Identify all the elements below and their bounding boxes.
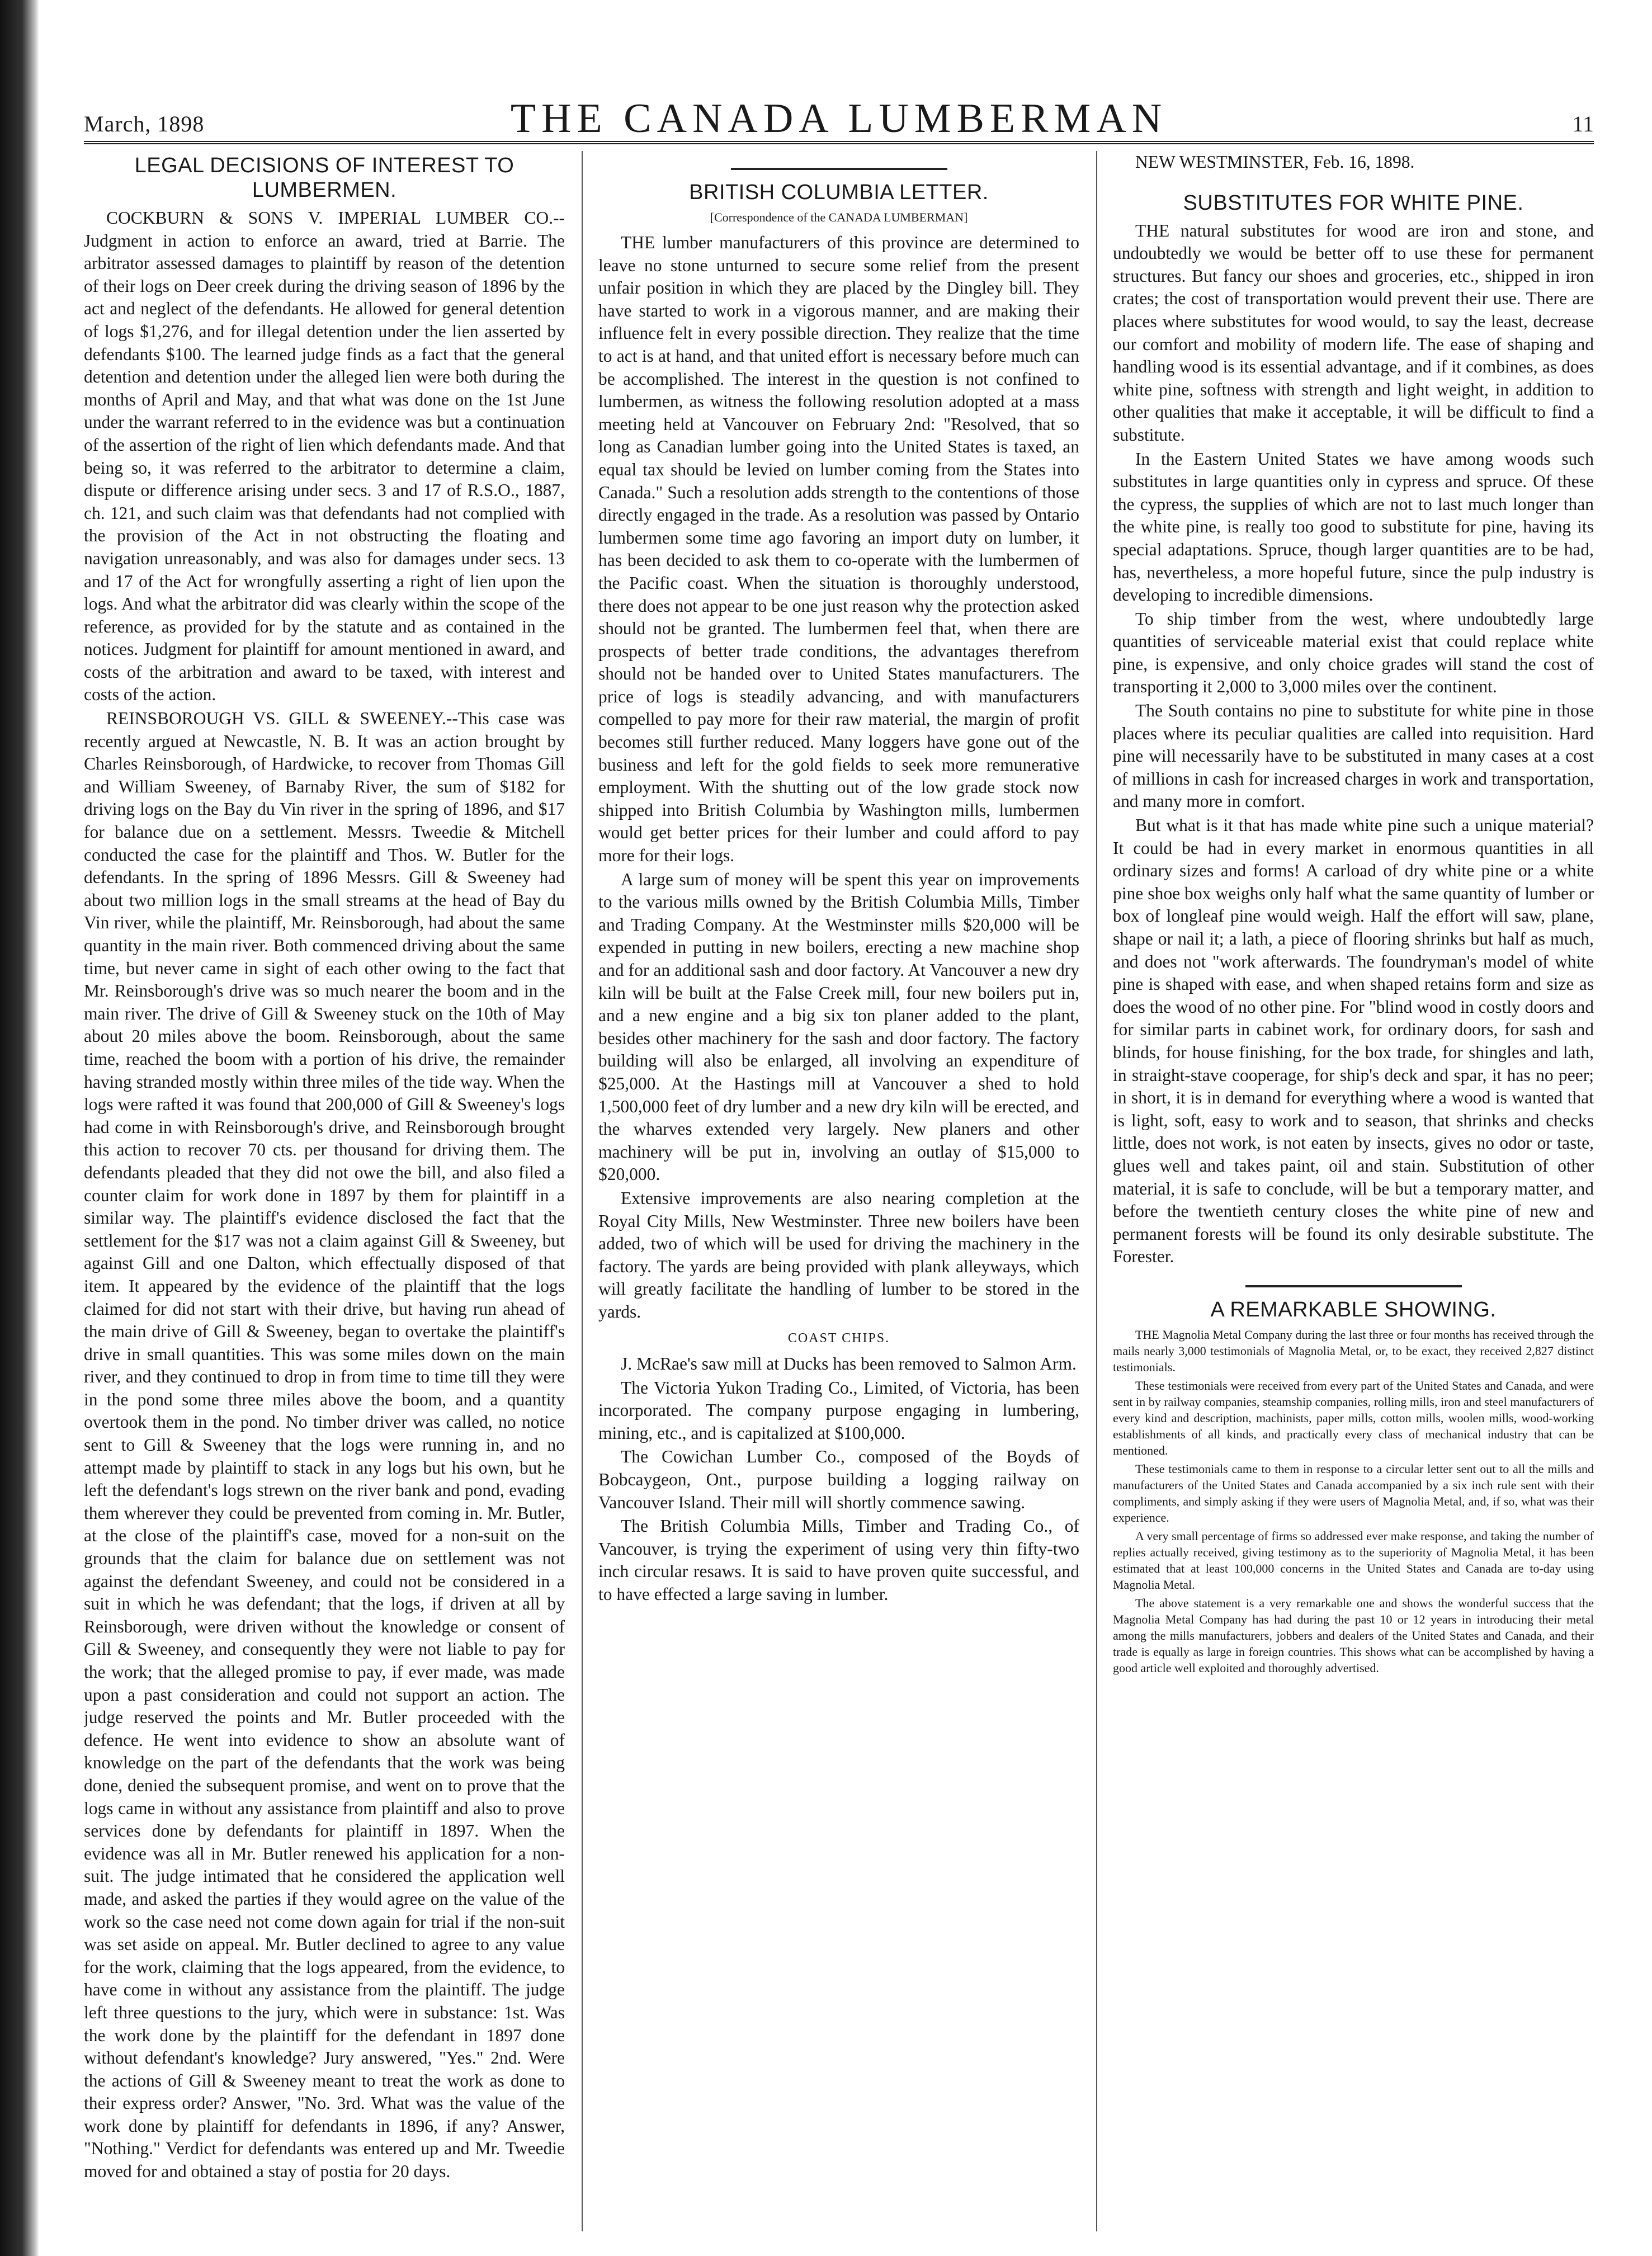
paragraph: The British Columbia Mills, Timber and Trading Co., of Vancouver, is trying the experiment of using very thin fifty-two inch circular resaws. It is said to have proven quite successful, and to have effected a large saving in lumber. — [598, 1516, 1079, 1604]
column-1 — [84, 151, 565, 2231]
subhead-coast-chips: COAST CHIPS. — [787, 1330, 890, 1346]
paragraph: COCKBURN & SONS V. IMPERIAL LUMBER CO.--Judgment in action to enforce an award, tried at Barrie. The arbitrator assessed damages to plaintiff by reason of the detention of their logs on Deer creek during the driving season of 1896 by the act and neglect of the defendants. He allowed for general detention of logs $1,276, and for illegal detention under the lien asserted by defendants $100. The learned judge finds as a fact that the general detention and detention under the alleged lien were both during the months of April and May, and that what was done on the 1st June under the warrant referred to in the evidence was but a continuation of the assertion of the right of lien which defendants made. And that being so, it was referred to the arbitrator to determine a claim, dispute or difference arising under secs. 3 and 17 of R.S.O., 1887, ch. 121, and such claim was that defendants had not complied with the provision of the Act in not obstructing the floating and navigation unreasonably, and was also for damages under secs. 13 and 17 of the Act for wrongfully asserting a right of lien upon the logs. And what the arbitrator did was clearly within the scope of the reference, as provided for by the statute and as contained in the notices. Judgment for plaintiff for amount mentioned in award, and costs of the arbitration and award to be taxed, with interest and costs of the action. — [84, 208, 565, 705]
column-rule — [1096, 151, 1097, 2231]
paragraph: These testimonials were received from every part of the United States and Canada, and were sent in by railway companies, steamship companies, rolling mills, iron and steel manufacturers of every kind and description, machinists, paper mills, cotton mills, woolen mills, wood-working establishments of all kinds, and practically every class of mechanical industry that can be mentioned. — [1113, 1378, 1594, 1457]
paragraph: The above statement is a very remarkable one and shows the wonderful success that the Magnolia Metal Company has had during the past 10 or 12 years in introducing their metal among the mills manufacturers, jobbers and dealers of the United States and Canada, and their trade is equally as large in foreign countries. This shows what can be accomplished by having a good article well exploited and thoroughly advertised. — [1113, 1596, 1594, 1675]
paragraph: THE Magnolia Metal Company during the last three or four months has received through the mails nearly 3,000 testimonials of Magnolia Metal, or, to be exact, they received 2,827 distinct testimonials. — [1113, 1327, 1594, 1374]
paragraph: The South contains no pine to substitute for white pine in those places where its peculiar qualities are called into requisition. Hard pine will necessarily have to be substituted in many cases at a cost of millions in cash for increased charges in work and transportation, and many more in comfort. — [1113, 701, 1594, 811]
article-title-legal-decisions: LEGAL DECISIONS OF INTEREST TO LUMBERMEN. — [134, 154, 515, 202]
section-divider — [1245, 1285, 1462, 1287]
paragraph: Extensive improvements are also nearing completion at the Royal City Mills, New Westminster. Three new boilers have been added, two of which will be used for driving the machinery in the factory. The yards are being provided with plank alleyways, which will greatly facilitate the handling of lumber to be stored in the yards. — [598, 1188, 1079, 1321]
small-print-block — [1113, 1327, 1594, 1676]
column-3 — [1113, 151, 1594, 2231]
column-rule — [582, 151, 583, 2231]
paragraph: A large sum of money will be spent this year on improvements to the various mills owned by the British Columbia Mills, Timber and Trading Company. At the Westminster mills $20,000 will be expended in putting in new boilers, erecting a new machine shop and for an additional sash and door factory. At Vancouver a new dry kiln will be built at the False Creek mill, four new boilers put in, and a new engine and a big six ton planer added to the plant, besides other machinery for the sash and door factory. The factory building will also be enlarged, all involving an expenditure of $25,000. At the Hastings mill at Vancouver a shed to hold 1,500,000 feet of dry lumber and a new dry kiln will be erected, and the wharves extended very largely. New planers and other machinery will be put in, involving an outlay of $15,000 to $20,000. — [598, 869, 1079, 1184]
masthead: THE CANADA LUMBERMAN — [510, 96, 1168, 141]
issue-date: March, 1898 — [84, 111, 205, 136]
article-title-substitutes-white-pine: SUBSTITUTES FOR WHITE PINE. — [1183, 191, 1524, 215]
paragraph: REINSBOROUGH VS. GILL & SWEENEY.--This case was recently argued at Newcastle, N. B. It was an action brought by Charles Reinsborough, of Hardwicke, to recover from Thomas Gill and William Sweeney, of Barnaby River, the sum of $182 for driving logs on the Bay du Vin river in the spring of 1896, and $17 for balance due on a settlement. Messrs. Tweedie & Mitchell conducted the case for the plaintiff and Thos. W. Butler for the defendants. In the spring of 1896 Messrs. Gill & Sweeney had about two million logs in the small streams at the head of Bay du Vin river, while the plaintiff, Mr. Reinsborough, had about the same quantity in the main river. Both commenced driving about the same time, but never came in sight of each other owing to the fact that Mr. Reinsborough's drive was so much nearer the boom and in the main river. The drive of Gill & Sweeney stuck on the 10th of May about 20 miles above the boom. Reinsborough, about the same time, reached the boom with a portion of his drive, the remainder having stranded mostly within three miles of the tide way. When the logs were rafted it was found that 200,000 of Gill & Sweeney's logs had come in with Reinsborough's drive, and Reinsborough brought this action to recover 70 cts. per thousand for driving them. The defendants pleaded that they did not owe the bill, and also filed a counter claim for work done in 1897 by them for plaintiff in a similar way. The plaintiff's evidence disclosed the fact that the settlement for the $17 was not a claim against Gill & Sweeney, but against Gill and one Dalton, which effectually disposed of that item. It appeared by the evidence of the plaintiff that the logs claimed for did not start with their drive, but having run ahead of the main drive of Gill & Sweeney, began to overtake the plaintiff's drive in small quantities. This was some miles down on the main river, and they continued to drop in from time to time till they were in the pond some three miles above the boom, and a quantity overtook them in the pond. No timber driver was called, no notice sent to Gill & Sweeney that the logs were running in, and no attempt made by plaintiff to stack in any logs but his own, but he left the defendant's logs strewn on the river bank and pond, evading them wherever they could be prevented from coming in. Mr. Butler, at the close of the plaintiff's case, moved for a non-suit on the grounds that the claim for balance due on settlement was not against the defendant Sweeney, and could not be considered in a suit in which he was defendant; that the logs, if driven at all by Reinsborough, were driven without the knowledge or consent of Gill & Sweeney, and consequently they were not liable to pay for the work; that the alleged promise to pay, if ever made, was made upon a past consideration and could not support an action. The judge reserved the points and Mr. Butler proceeded with the defence. He went into evidence to show an absolute want of knowledge on the part of the defendants that the work was being done, denied the subsequent promise, and went on to prove that the logs came in without any assistance from plaintiff and also to prove services done by defendants for plaintiff in 1897. When the evidence was all in Mr. Butler renewed his application for a non-suit. The judge intimated that he considered the application well made, and asked the parties if they would agree on the value of the work so the case need not come down again for trial if the non-suit was set aside on appeal. Mr. Butler declined to agree to any value for the work, claiming that the logs appeared, from the evidence, to have come in without any assistance from the plaintiff. The judge left three questions to the jury, which were in substance: 1st. Was the work done by the plaintiff for the defendant in 1897 done without defendant's knowledge? Jury answered, "Yes." 2nd. Were the actions of Gill & Sweeney meant to treat the work as done to their express order? Answer, "No. 3rd. What was the value of the work done by plaintiff for defendants in 1896, if any? Answer, "Nothing." Verdict for defendants was entered up and Mr. Tweedie moved for and obtained a stay of postia for 20 days. — [84, 709, 565, 2182]
paragraph: The Cowichan Lumber Co., composed of the Boyds of Bobcaygeon, Ont., purpose building a logging railway on Vancouver Island. Their mill will shortly commence sawing. — [598, 1447, 1079, 1512]
paragraph: THE lumber manufacturers of this province are determined to leave no stone unturned to secure some relief from the present unfair position in which they are placed by the Dingley bill. They have started to work in a vigorous manner, and are making their influence felt in every possible direction. They realize that the time to act is at hand, and that united effort is necessary before much can be accomplished. The interest in the question is not confined to lumbermen, as witness the following resolution adopted at a mass meeting held at Vancouver on February 2nd: "Resolved, that so long as Canadian lumber going into the United States is taxed, an equal tax should be levied on lumber coming from the States into Canada." Such a resolution adds strength to the contentions of those directly engaged in the trade. As a resolution was passed by Ontario lumbermen some time ago favoring an import duty on lumber, it has been decided to ask them to co-operate with the lumbermen of the Pacific coast. When the situation is thoroughly understood, there does not appear to be one just reason why the protection asked should not be granted. The lumbermen feel that, when there are prospects of better trade conditions, the advantages therefrom should not be handed over to United States manufacturers. The price of logs is steadily advancing, and with manufacturers compelled to pay more for their raw material, the margin of profit becomes still further reduced. Many loggers have gone out of the business and left for the gold fields to seek more remunerative employment. With the shutting out of the low grade stock now shipped into British Columbia by Washington mills, lumbermen would get better prices for their lumber and could afford to pay more for their logs. — [598, 233, 1079, 866]
byline: [Correspondence of the CANADA LUMBERMAN] — [710, 210, 968, 224]
paragraph: THE natural substitutes for wood are iron and stone, and undoubtedly we would be better off to use these for permanent structures. But fancy our shoes and groceries, etc., shipped in iron crates; the cost of transportation would prevent their use. There are places where substitutes for wood would, to say the least, decrease our comfort and mobility of modern life. The ease of shaping and handling wood is its essential advantage, and if it combines, as does white pine, softness with strength and light weight, in addition to other qualities that make it acceptable, it will be difficult to find a substitute. — [1113, 220, 1594, 445]
paragraph: J. McRae's saw mill at Ducks has been removed to Salmon Arm. — [621, 1354, 1077, 1374]
paragraph: These testimonials came to them in response to a circular letter sent out to all the mills and manufacturers of the United States and Canada accompanied by a six inch rule sent with their compliments, and simply asking if they were users of Magnolia Metal, and, if so, what was their experience. — [1113, 1461, 1594, 1525]
article-title-remarkable-showing: A REMARKABLE SHOWING. — [1210, 1297, 1497, 1321]
page-header — [84, 95, 1594, 140]
paragraph: A very small percentage of firms so addressed ever make response, and taking the number of replies actually received, giving testimony as to the superiority of Magnolia Metal, it has been estimated that at least 100,000 concerns in the United States and Canada are to-day using Magnolia Metal. — [1113, 1528, 1594, 1592]
paragraph: The Victoria Yukon Trading Co., Limited, of Victoria, has been incorporated. The company purpose engaging in lumbering, mining, etc., and is capitalized at $100,000. — [598, 1377, 1079, 1443]
header-rule — [84, 141, 1594, 144]
paragraph: To ship timber from the west, where undoubtedly large quantities of serviceable material exist that could replace white pine, is expensive, and only choice grades will stand the cost of transporting it 2,000 to 3,000 miles over the continent. — [1113, 608, 1594, 697]
column-2 — [598, 151, 1079, 2231]
dateline: NEW WESTMINSTER, Feb. 16, 1898. — [1135, 152, 1415, 172]
article-title-british-columbia-letter: BRITISH COLUMBIA LETTER. — [689, 181, 989, 204]
page-number: 11 — [1572, 111, 1594, 136]
section-divider — [731, 168, 947, 170]
page-binding-shadow — [0, 0, 39, 2256]
paragraph: But what is it that has made white pine such a unique material? It could be had in every market in enormous quantities in all ordinary sizes and forms! A carload of dry white pine or a white pine shoe box weighs only half what the same quantity of lumber or box of longleaf pine would weigh. Half the effort will saw, plane, shape or nail it; a lath, a piece of flooring shrinks but half as much, and does not "work afterwards. The foundryman's model of white pine is shaped with ease, and when shaped retains form and size as does the wood of no other pine. For "blind wood in costly doors and for similar parts in cabinet work, for ordinary doors, for sash and blinds, for house finishing, for the box trade, for shingles and lath, in straight-stave cooperage, for ship's deck and spar, it has no peer; in short, it is in demand for everything where a wood is wanted that is light, soft, easy to work and to season, that shrinks and checks little, does not work, is not eaten by insects, gives no odor or taste, glues well and takes paint, oil and stain. Substitution of other material, it is safe to conclude, will be but a temporary matter, and before the twentieth century closes the white pine of new and permanent forests will be found its only desirable substitute. The Forester. — [1113, 815, 1594, 1267]
paragraph: In the Eastern United States we have among woods such substitutes in large quantities only in cypress and spruce. Of these the cypress, the supplies of which are not to last much longer than the white pine, is really too good to substitute for pine, having its special adaptations. Spruce, though larger quantities are to be had, has, nevertheless, a more hopeful future, since the pulp industry is developing to incredible dimensions. — [1113, 449, 1594, 605]
